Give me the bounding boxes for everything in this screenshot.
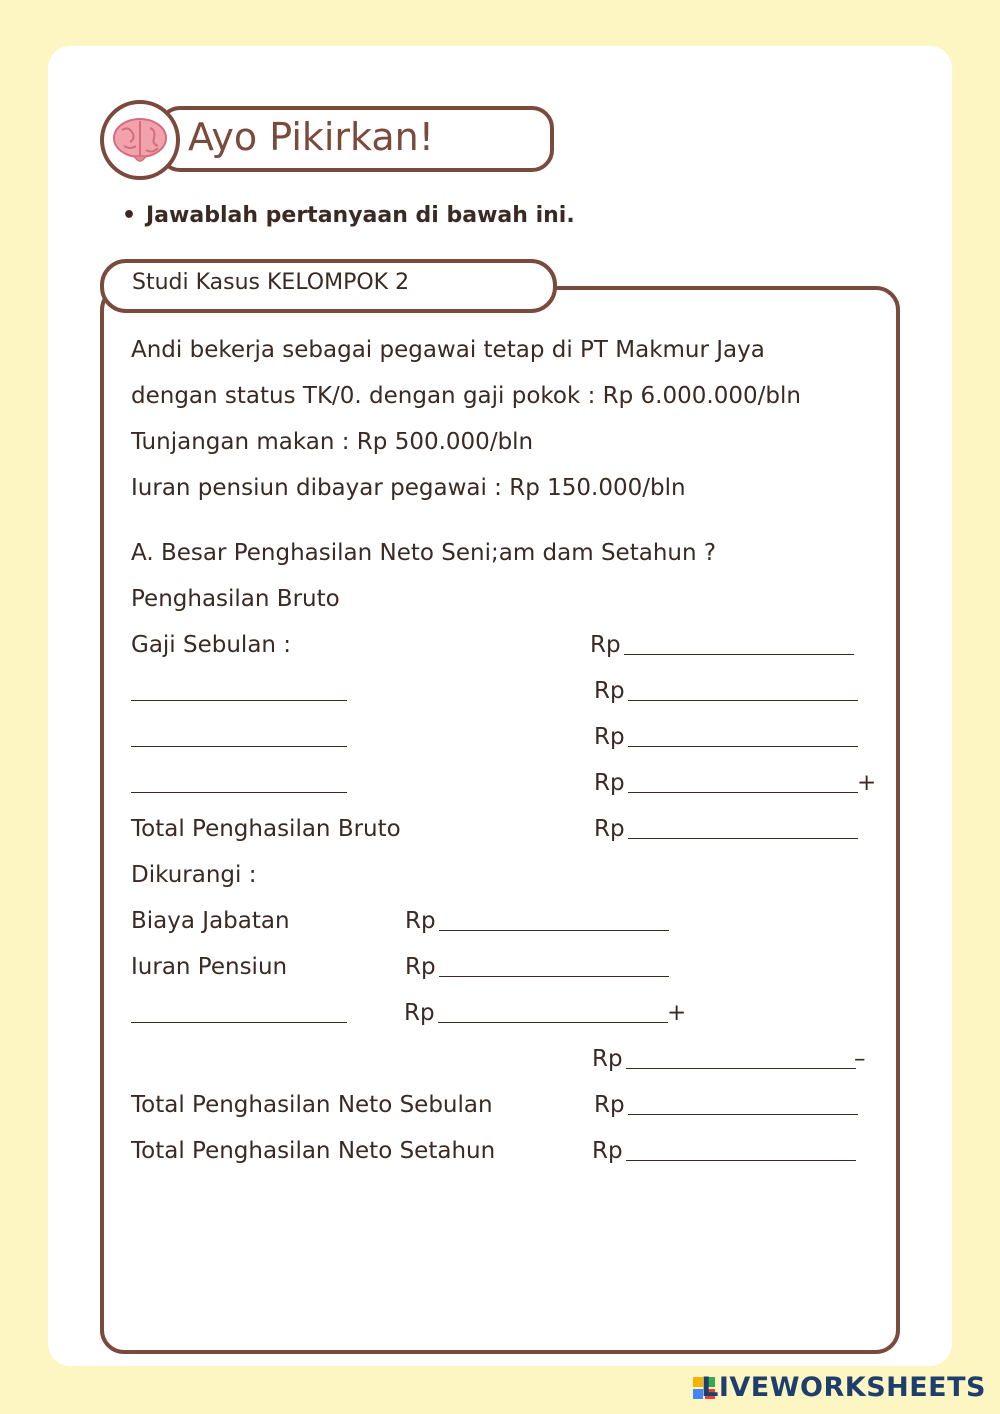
deduction-amount-blank[interactable] [438, 1022, 668, 1023]
income-item-blank[interactable] [131, 700, 347, 701]
neto-setahun-blank[interactable] [626, 1160, 856, 1161]
rp-label: Rp [592, 1046, 623, 1072]
bullet-dot: • [122, 203, 137, 228]
neto-sebulan-label: Total Penghasilan Neto Sebulan [131, 1092, 493, 1118]
brain-icon [112, 116, 168, 166]
rp-label: Rp [594, 724, 625, 750]
description-line: dengan status TK/0. dengan gaji pokok : Rp 6.000.000/bln [131, 383, 801, 409]
subtraction-blank[interactable] [626, 1068, 856, 1069]
income-amount-blank[interactable] [628, 792, 858, 793]
biaya-jabatan-label: Biaya Jabatan [131, 908, 290, 934]
instruction-item [122, 200, 575, 232]
description-line: Andi bekerja sebagai pegawai tetap di PT Makmur Jaya [131, 337, 765, 363]
description-line: Tunjangan makan : Rp 500.000/bln [131, 429, 534, 455]
gaji-label: Gaji Sebulan : [131, 632, 292, 658]
income-amount-blank[interactable] [628, 746, 858, 747]
rp-label: Rp [404, 1000, 435, 1026]
description-line: Iuran pensiun dibayar pegawai : Rp 150.000/bln [131, 475, 686, 501]
iuran-pensiun-label: Iuran Pensiun [131, 954, 288, 980]
iuran-pensiun-blank[interactable] [439, 976, 669, 977]
rp-label: Rp [590, 632, 621, 658]
rp-label: Rp [594, 1092, 625, 1118]
watermark: LIVEWORKSHEETS [701, 1372, 986, 1403]
rp-label: Rp [405, 954, 436, 980]
case-study-label: Studi Kasus KELOMPOK 2 [132, 270, 410, 295]
page-title: Ayo Pikirkan! [188, 115, 434, 159]
deduction-item-blank[interactable] [131, 1022, 347, 1023]
rp-label: Rp [405, 908, 436, 934]
neto-setahun-label: Total Penghasilan Neto Setahun [131, 1138, 496, 1164]
income-item-blank[interactable] [131, 792, 347, 793]
dikurangi-label: Dikurangi : [131, 862, 257, 888]
rp-label: Rp [594, 770, 625, 796]
total-bruto-label: Total Penghasilan Bruto [131, 816, 401, 842]
rp-label: Rp [594, 816, 625, 842]
gaji-amount-blank[interactable] [624, 654, 854, 655]
bruto-heading: Penghasilan Bruto [131, 586, 340, 612]
total-bruto-blank[interactable] [628, 838, 858, 839]
rp-label: Rp [592, 1138, 623, 1164]
question-text: A. Besar Penghasilan Neto Seni;am dam Setahun ? [131, 540, 717, 566]
income-item-blank[interactable] [131, 746, 347, 747]
rp-label: Rp [594, 678, 625, 704]
neto-sebulan-blank[interactable] [628, 1114, 858, 1115]
minus-sign: – [854, 1046, 866, 1072]
brain-badge [100, 100, 180, 180]
plus-sign: + [667, 1000, 687, 1026]
plus-sign: + [857, 770, 877, 796]
instruction-text: Jawablah pertanyaan di bawah ini. [146, 203, 575, 228]
income-amount-blank[interactable] [628, 700, 858, 701]
biaya-jabatan-blank[interactable] [439, 930, 669, 931]
